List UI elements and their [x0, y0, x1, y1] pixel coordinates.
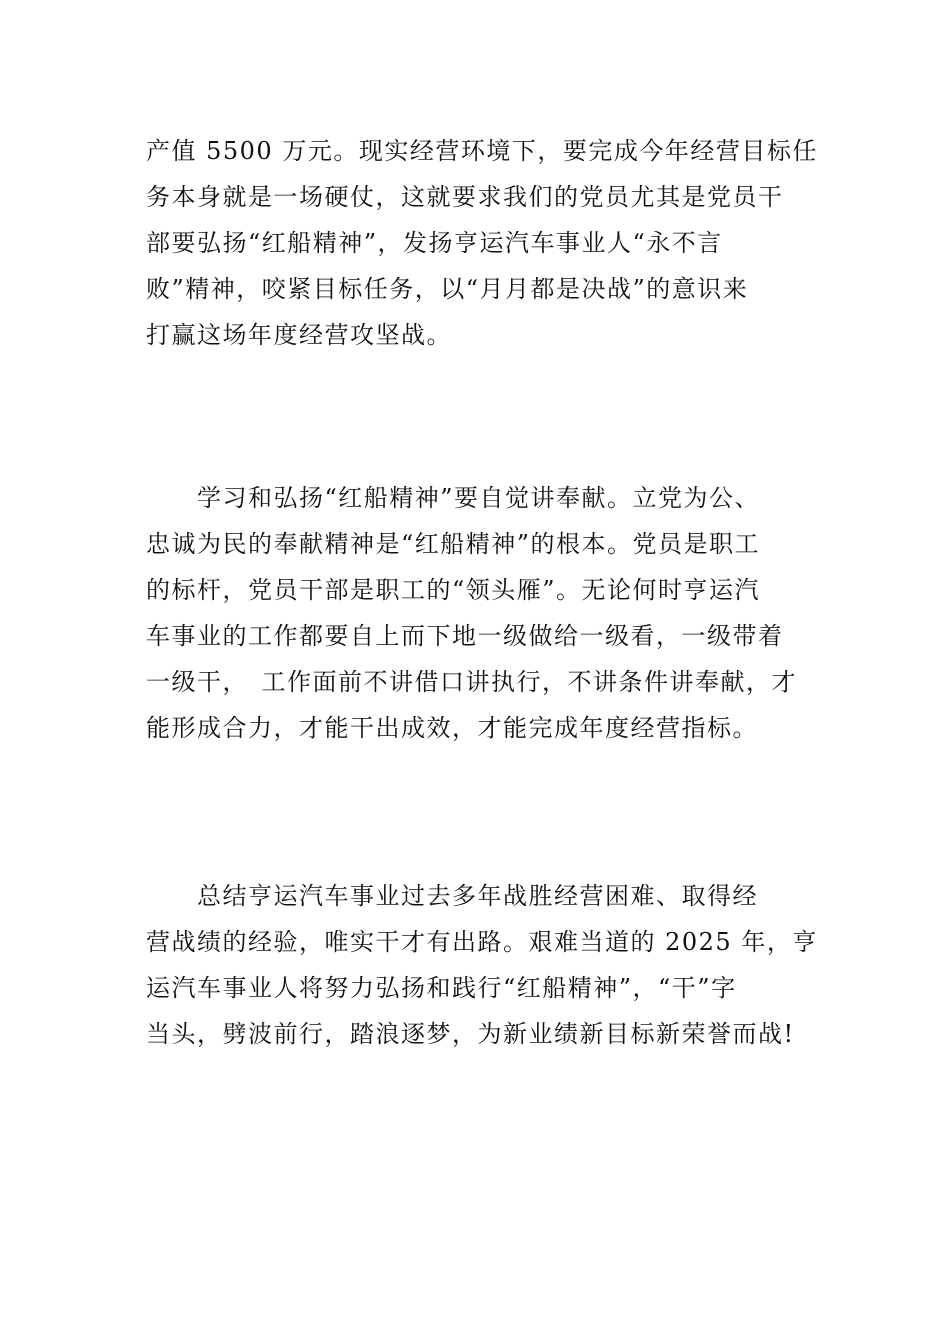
text-line: 产值 5500 万元。现实经营环境下，要完成今年经营目标任: [146, 137, 818, 165]
text-line: 能形成合力，才能干出成效，才能完成年度经营指标。: [146, 714, 758, 742]
text-line: 学习和弘扬“红船精神”要自觉讲奉献。立党为公、: [146, 484, 761, 512]
text-line: 总结亨运汽车事业过去多年战胜经营困难、取得经: [146, 882, 758, 910]
text-line: 营战绩的经验，唯实干才有出路。艰难当道的 2025 年，亨: [146, 928, 818, 956]
text-line: 打赢这场年度经营攻坚战。: [146, 321, 452, 349]
text-line: 务本身就是一场硬仗，这就要求我们的党员尤其是党员干: [146, 183, 784, 211]
text-line: 的标杆，党员干部是职工的“领头雁”。无论何时亨运汽: [146, 576, 761, 604]
paragraph-dedication: [146, 475, 826, 751]
text-line: 败”精神，咬紧目标任务，以“月月都是决战”的意识来: [146, 275, 749, 303]
text-line: 部要弘扬“红船精神”，发扬亨运汽车事业人“永不言: [146, 229, 723, 257]
text-line: 一级干， 工作面前不讲借口讲执行，不讲条件讲奉献，才: [146, 668, 797, 696]
paragraph-summary: [146, 873, 826, 1057]
text-line: 忠诚为民的奉献精神是“红船精神”的根本。党员是职工: [146, 530, 761, 558]
text-line: 车事业的工作都要自上而下地一级做给一级看，一级带着: [146, 622, 784, 650]
text-line: 运汽车事业人将努力弘扬和践行“红船精神”，“干”字: [146, 974, 737, 1002]
paragraph-business-target: [146, 128, 826, 358]
text-line: 当头，劈波前行，踏浪逐梦，为新业绩新目标新荣誉而战!: [146, 1020, 795, 1048]
